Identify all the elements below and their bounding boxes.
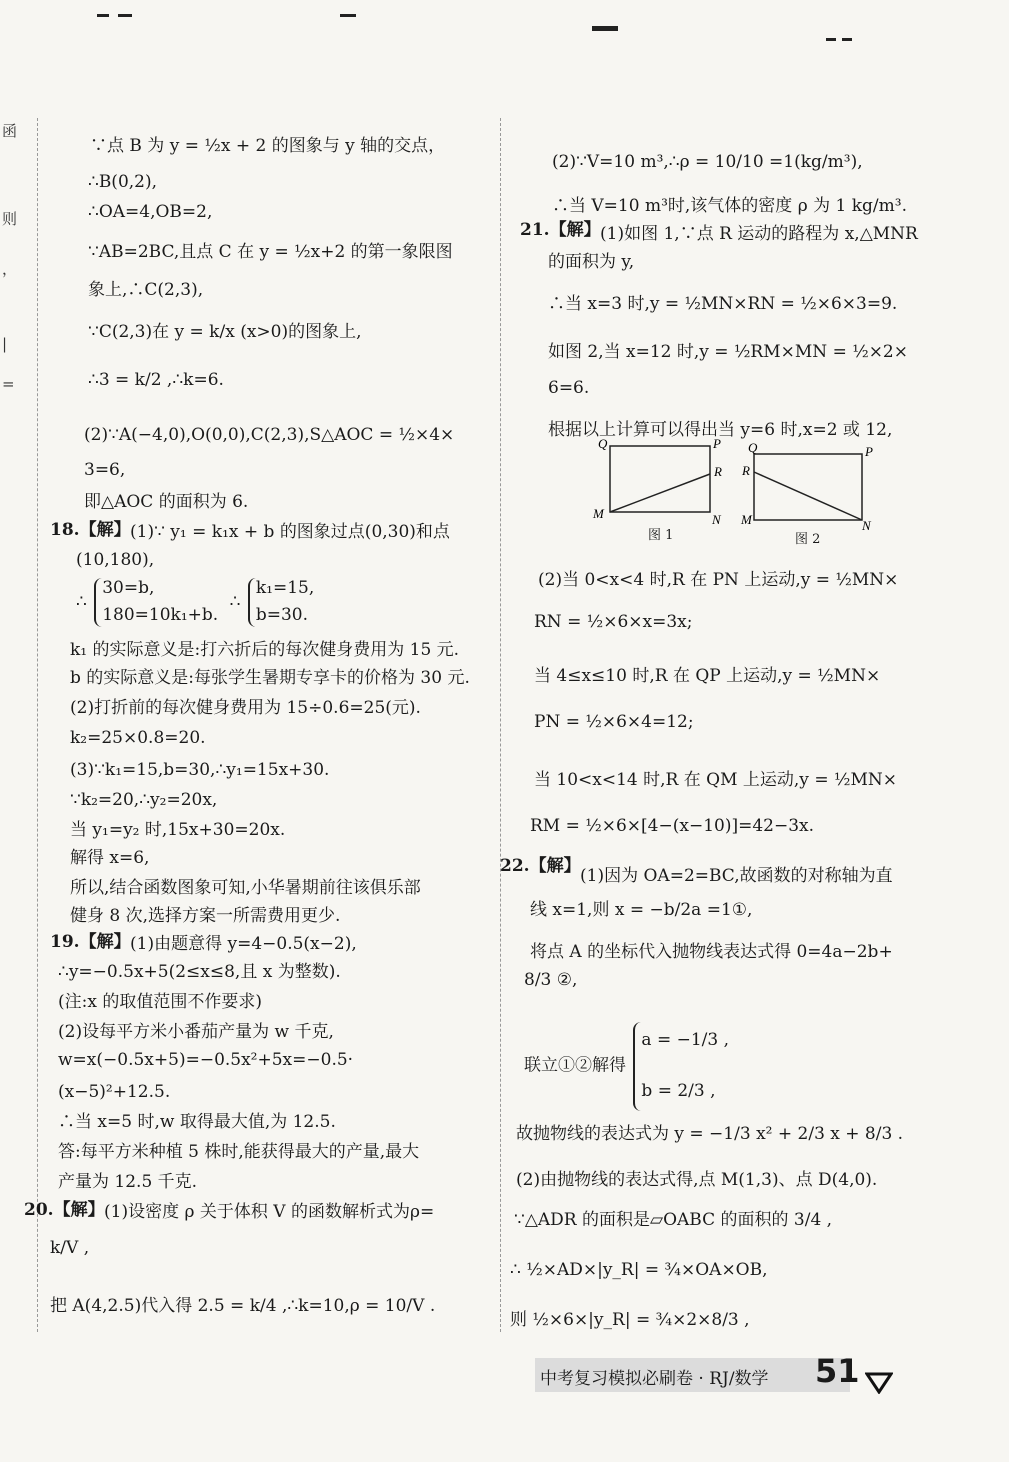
text-line: 当 10<x<14 时,R 在 QM 上运动,y = ½MN× bbox=[534, 770, 897, 790]
triangle-down-icon bbox=[865, 1372, 893, 1394]
text-line: ∴当 x=3 时,y = ½MN×RN = ½×6×3=9. bbox=[548, 294, 898, 314]
text-line: ∴B(0,2), bbox=[88, 172, 158, 192]
text-line: ∵△ADR 的面积是▱OABC 的面积的 3/4 , bbox=[514, 1210, 833, 1230]
text-line: 把 A(4,2.5)代入得 2.5 = k/4 ,∴k=10,ρ = 10/V . bbox=[50, 1296, 436, 1316]
left-margin-rule bbox=[37, 118, 38, 1332]
equation-row: 180=10k₁+b. bbox=[102, 605, 219, 626]
edge-char: = bbox=[2, 375, 15, 393]
equation-row: b=30. bbox=[255, 605, 309, 626]
text-line: (10,180), bbox=[76, 550, 155, 570]
label-Q: Q bbox=[748, 442, 758, 455]
text-line: ∵C(2,3)在 y = k/x (x>0)的图象上, bbox=[88, 322, 362, 342]
label-R: R bbox=[714, 464, 722, 479]
text-line: k/V , bbox=[50, 1238, 90, 1258]
text-line: w=x(−0.5x+5)=−0.5x²+5x=−0.5· bbox=[58, 1050, 354, 1070]
text-line: 将点 A 的坐标代入抛物线表达式得 0=4a−2b+ bbox=[530, 942, 893, 962]
brace bbox=[633, 1022, 729, 1111]
label-N: N bbox=[862, 518, 871, 532]
text-line: (1)∵ y₁ = k₁x + b 的图象过点(0,30)和点 bbox=[130, 522, 450, 542]
text-line: (1)由题意得 y=4−0.5(x−2), bbox=[130, 934, 357, 954]
text-line: (2)设每平方米小番茄产量为 w 千克, bbox=[58, 1022, 334, 1042]
figure-2-drawing bbox=[740, 442, 880, 532]
label-N: N bbox=[712, 512, 721, 527]
text-line: ∵点 B 为 y = ½x + 2 的图象与 y 轴的交点， bbox=[90, 136, 446, 156]
equation-system bbox=[524, 1022, 729, 1111]
text-line: 答:每平方米种植 5 株时,能获得最大的产量,最大 bbox=[58, 1142, 420, 1162]
text-line: RM = ½×6×[4−(x−10)]=42−3x. bbox=[530, 816, 815, 836]
equation-row: a = −1/3 , bbox=[641, 1030, 730, 1050]
text-line: (1)因为 OA=2=BC,故函数的对称轴为直 bbox=[580, 866, 893, 886]
text-line: (2)当 0<x<4 时,R 在 PN 上运动,y = ½MN× bbox=[538, 570, 899, 590]
label-P: P bbox=[865, 444, 873, 459]
text-line: 所以,结合函数图象可知,小华暑期前往该俱乐部 bbox=[70, 878, 421, 898]
text-line: (2)∵V=10 m³,∴ρ = 10/10 =1(kg/m³), bbox=[552, 152, 863, 172]
text-line: 当 y₁=y₂ 时,15x+30=20x. bbox=[70, 820, 286, 840]
label-M: M bbox=[593, 506, 604, 521]
equation-system: ∴ 30=b, 180=10k₁+b. ∴ k₁=15, b=30. bbox=[76, 578, 315, 626]
equation-row: k₁=15, bbox=[255, 578, 315, 598]
question-20-number: 20.【解】 bbox=[24, 1200, 105, 1220]
text-line: b 的实际意义是:每张学生暑期专享卡的价格为 30 元. bbox=[70, 668, 470, 688]
figure-1 bbox=[590, 438, 730, 534]
label-Q: Q bbox=[598, 438, 608, 451]
figure-2-caption: 图 2 bbox=[795, 532, 821, 547]
footer-text: 中考复习模拟必刷卷 · RJ/数学 bbox=[540, 1369, 769, 1389]
text-line: 线 x=1,则 x = −b/2a =1①, bbox=[530, 900, 753, 920]
segment-RN bbox=[754, 472, 862, 520]
text-line: 象上,∴C(2,3), bbox=[88, 280, 204, 300]
text-line: (2)由抛物线的表达式得,点 M(1,3)、点 D(4,0). bbox=[516, 1170, 878, 1190]
text-line: PN = ½×6×4=12; bbox=[534, 712, 694, 732]
text-line: k₁ 的实际意义是:打六折后的每次健身费用为 15 元. bbox=[70, 640, 460, 660]
text-line: ∴OA=4,OB=2, bbox=[88, 202, 213, 222]
equation-row: b = 2/3 , bbox=[641, 1081, 716, 1102]
equation-row: 30=b, bbox=[102, 578, 155, 598]
label-R: R bbox=[742, 463, 750, 478]
rectangle bbox=[754, 454, 862, 520]
text-line: 解得 x=6, bbox=[70, 848, 150, 868]
edge-char: 则 bbox=[2, 210, 18, 228]
text-line: (1)如图 1,∵点 R 运动的路程为 x,△MNR bbox=[600, 224, 918, 244]
column-divider bbox=[500, 118, 501, 1332]
text-line: 则 ½×6×|y_R| = ¾×2×8/3 , bbox=[510, 1310, 750, 1330]
edge-char: | bbox=[2, 335, 8, 353]
text-line: 如图 2,当 x=12 时,y = ½RM×MN = ½×2× bbox=[548, 342, 908, 362]
label-M: M bbox=[741, 512, 752, 527]
page-number: 51 bbox=[815, 1352, 860, 1390]
text-line: (3)∵k₁=15,b=30,∴y₁=15x+30. bbox=[70, 760, 330, 780]
text-line: k₂=25×0.8=20. bbox=[70, 728, 206, 748]
text-line: (2)打折前的每次健身费用为 15÷0.6=25(元). bbox=[70, 698, 421, 718]
label-P: P bbox=[713, 438, 721, 451]
text-line: (2)∵A(−4,0),O(0,0),C(2,3),S△AOC = ½×4× bbox=[84, 425, 455, 445]
edge-char: 函 bbox=[2, 122, 18, 140]
text-line: (1)设密度 ρ 关于体积 V 的函数解析式为ρ= bbox=[104, 1202, 435, 1222]
text-line: ∴当 V=10 m³时,该气体的密度 ρ 为 1 kg/m³. bbox=[552, 196, 907, 216]
text-line: 故抛物线的表达式为 y = −1/3 x² + 2/3 x + 8/3 . bbox=[516, 1124, 904, 1144]
text-line: RN = ½×6×x=3x; bbox=[534, 612, 693, 632]
question-21-number: 21.【解】 bbox=[520, 220, 601, 240]
brace bbox=[94, 578, 218, 627]
figure-1-caption: 图 1 bbox=[648, 528, 674, 543]
question-18-number: 18.【解】 bbox=[50, 520, 131, 540]
text-line: 根据以上计算可以得出当 y=6 时,x=2 或 12, bbox=[548, 420, 893, 440]
text-line: ∴当 x=5 时,w 取得最大值,为 12.5. bbox=[58, 1112, 336, 1132]
text-line: 健身 8 次,选择方案一所需费用更少. bbox=[70, 906, 341, 926]
edge-char: ， bbox=[2, 260, 18, 278]
text-line: 即△AOC 的面积为 6. bbox=[84, 492, 249, 512]
text-line: ∴ ½×AD×|y_R| = ¾×OA×OB, bbox=[510, 1260, 768, 1280]
text-line: ∵k₂=20,∴y₂=20x, bbox=[70, 790, 218, 810]
text-fragment: 联立①②解得 bbox=[524, 1055, 626, 1076]
text-line: (x−5)²+12.5. bbox=[58, 1082, 171, 1102]
brace bbox=[248, 578, 314, 627]
question-22-number: 22.【解】 bbox=[500, 856, 581, 876]
figure-2 bbox=[740, 442, 880, 538]
text-line: (注:x 的取值范围不作要求) bbox=[58, 992, 262, 1012]
text-line: ∴y=−0.5x+5(2≤x≤8,且 x 为整数). bbox=[58, 962, 341, 982]
question-19-number: 19.【解】 bbox=[50, 932, 131, 952]
text-line: 当 4≤x≤10 时,R 在 QP 上运动,y = ½MN× bbox=[534, 666, 881, 686]
text-line: 8/3 ②, bbox=[524, 970, 578, 990]
text-line: 3=6, bbox=[84, 460, 126, 480]
figure-1-drawing bbox=[590, 438, 730, 528]
text-line: ∴3 = k/2 ,∴k=6. bbox=[88, 370, 224, 390]
segment-MR bbox=[610, 474, 710, 512]
text-line: 产量为 12.5 千克. bbox=[58, 1172, 198, 1192]
text-line: ∵AB=2BC,且点 C 在 y = ½x+2 的第一象限图 bbox=[88, 242, 453, 262]
text-line: 6=6. bbox=[548, 378, 590, 398]
text-line: 的面积为 y, bbox=[548, 252, 635, 272]
